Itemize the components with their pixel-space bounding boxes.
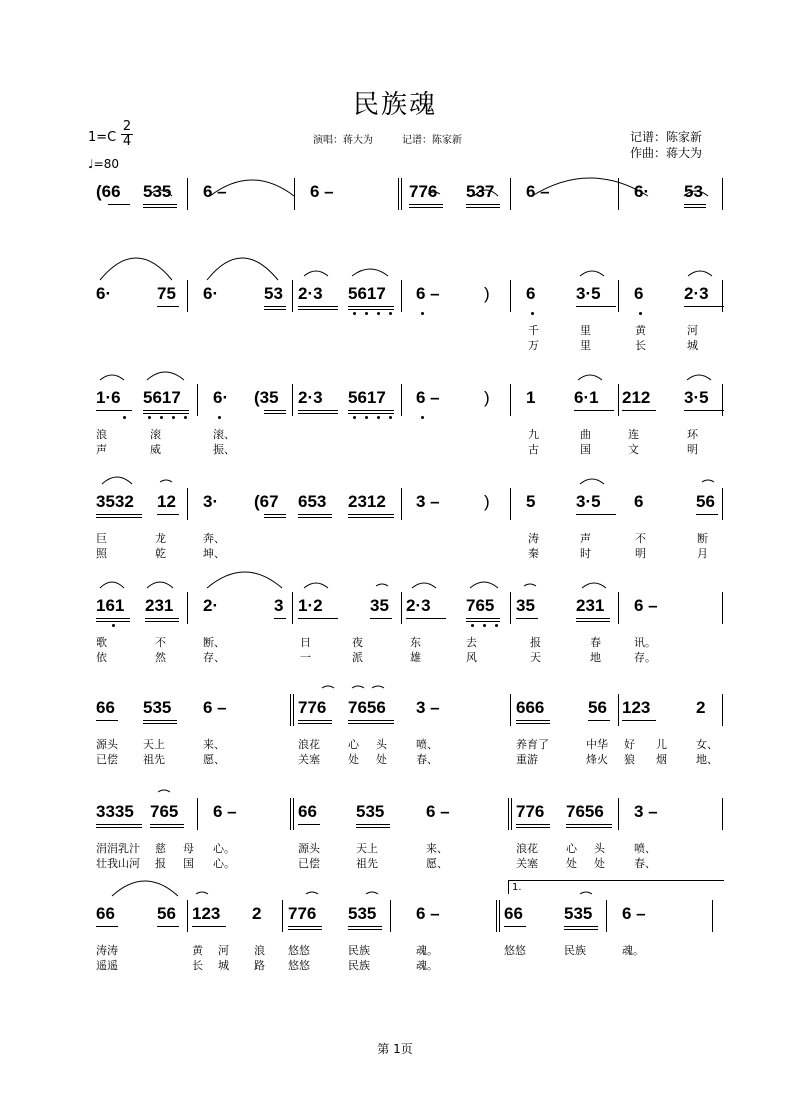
- lyric: 魂。: [416, 959, 438, 972]
- note-group: 212: [622, 388, 651, 407]
- note-group: 776: [298, 698, 327, 717]
- lyric: 时: [580, 547, 591, 560]
- note-group: 1·2: [298, 596, 323, 615]
- note-group: 35: [370, 596, 389, 615]
- lyric: 黄: [635, 324, 646, 337]
- lyric: 断: [697, 532, 708, 545]
- lyric: 环: [687, 428, 698, 441]
- lyric: 女、: [696, 738, 718, 751]
- lyric: 文: [628, 443, 639, 456]
- note-group: 3·5: [576, 492, 601, 511]
- note-group: 2·3: [406, 596, 431, 615]
- lyric: 关塞: [516, 857, 538, 870]
- lyric: 照: [96, 547, 107, 560]
- note-group: 35: [516, 596, 535, 615]
- lyric: 河: [218, 944, 229, 957]
- lyric: 心: [566, 842, 577, 855]
- note-group: 161: [96, 596, 125, 615]
- lyric: 歌: [96, 636, 107, 649]
- note-group: 6·: [96, 284, 112, 303]
- note-group: 2: [696, 698, 706, 717]
- note-group: ): [484, 492, 490, 511]
- lyric: 天: [530, 651, 541, 664]
- lyric: 头: [594, 842, 605, 855]
- lyric: 威: [150, 443, 161, 456]
- note-group: 53: [684, 182, 703, 201]
- lyric: 滚、: [213, 428, 235, 441]
- lyric: 喷、: [634, 842, 656, 855]
- note-group: 535: [564, 904, 593, 923]
- note-group: 537: [466, 182, 495, 201]
- lyric: 涓涓乳汁: [96, 842, 140, 855]
- note-group: 2·3: [684, 284, 709, 303]
- lyric: 秦: [528, 547, 539, 560]
- note-group: 653: [298, 492, 327, 511]
- note-group: 776: [409, 182, 438, 201]
- lyric: 城: [687, 339, 698, 352]
- lyric: 一: [300, 651, 311, 664]
- note-group: 1: [526, 388, 536, 407]
- note-group: 3·5: [684, 388, 709, 407]
- lyric: 乾: [155, 547, 166, 560]
- lyric: 处: [348, 753, 359, 766]
- note-group: 3 –: [634, 802, 658, 821]
- lyric: 悠悠: [288, 944, 310, 957]
- lyric: 千: [528, 324, 539, 337]
- lyric: 祖先: [356, 857, 378, 870]
- note-group: 231: [576, 596, 605, 615]
- lyric: 民族: [564, 944, 586, 957]
- score-line-8: [0, 882, 790, 1030]
- lyric: 讯。: [634, 636, 656, 649]
- note-group: 56: [588, 698, 607, 717]
- note-group: 75: [157, 284, 176, 303]
- lyric: 已偿: [96, 753, 118, 766]
- lyric: 里: [580, 324, 591, 337]
- lyric: 愿、: [203, 753, 225, 766]
- note-group: 6·: [203, 284, 219, 303]
- lyric: 地: [590, 651, 601, 664]
- note-group: 6 –: [203, 182, 227, 201]
- volta-1: 1.: [512, 882, 522, 893]
- note-group: 5617: [348, 284, 386, 303]
- time-bottom: 4: [122, 134, 132, 149]
- note-group: 6 –: [310, 182, 334, 201]
- lyric: 烽火: [586, 753, 608, 766]
- lyric: 夜: [352, 636, 363, 649]
- lyric: 长: [635, 339, 646, 352]
- note-group: 3·5: [576, 284, 601, 303]
- lyric: 长: [192, 959, 203, 972]
- lyric: 源头: [96, 738, 118, 751]
- lyric: 坤、: [203, 547, 225, 560]
- note-group: 2·3: [298, 388, 323, 407]
- lyric: 浪: [96, 428, 107, 441]
- lyric: 派: [352, 651, 363, 664]
- lyric: 龙: [155, 532, 166, 545]
- note-group: 123: [192, 904, 221, 923]
- tempo-mark: ♩=80: [88, 157, 119, 171]
- lyric: 然: [155, 651, 166, 664]
- lyric: 国: [580, 443, 591, 456]
- lyric: 心。: [213, 857, 235, 870]
- note-group: 7656: [348, 698, 386, 717]
- note-group: 56: [696, 492, 715, 511]
- lyric: 报: [530, 636, 541, 649]
- note-group: 6 –: [203, 698, 227, 717]
- lyric: 祖先: [143, 753, 165, 766]
- lyric: 声: [580, 532, 591, 545]
- lyric: 天上: [143, 738, 165, 751]
- lyric: 巨: [96, 532, 107, 545]
- note-group: 765: [466, 596, 495, 615]
- lyric: 依: [96, 651, 107, 664]
- note-group: 6 –: [526, 182, 550, 201]
- note-group: 6 –: [213, 802, 237, 821]
- note-group: 2·: [203, 596, 219, 615]
- lyric: 黄: [192, 944, 203, 957]
- lyric: 不: [635, 532, 646, 545]
- lyric: 雄: [410, 651, 421, 664]
- note-group: 7656: [566, 802, 604, 821]
- lyric: 来、: [426, 842, 448, 855]
- lyric: 风: [466, 651, 477, 664]
- lyric: 遥遥: [96, 959, 118, 972]
- key-signature: 1=C: [88, 130, 117, 145]
- lyric: 春: [590, 636, 601, 649]
- lyric: 魂。: [622, 944, 644, 957]
- lyric: 愿、: [426, 857, 448, 870]
- note-group: 3 –: [416, 492, 440, 511]
- lyric: 好: [624, 738, 635, 751]
- lyric: 曲: [580, 428, 591, 441]
- note-group: 66: [96, 904, 115, 923]
- lyric: 东: [410, 636, 421, 649]
- lyric: 已偿: [298, 857, 320, 870]
- lyric: 日: [300, 636, 311, 649]
- time-signature: [121, 120, 133, 149]
- note-group: 6 –: [416, 388, 440, 407]
- note-group: 6·: [213, 388, 229, 407]
- note-group: 5617: [143, 388, 181, 407]
- note-group: 6: [634, 284, 644, 303]
- time-top: 2: [122, 119, 132, 134]
- recorder-credit: 记谱：陈家新: [630, 130, 703, 144]
- note-group: 6: [634, 492, 644, 511]
- note-group: 6·: [634, 182, 650, 201]
- note-group: 12: [157, 492, 176, 511]
- note-group: 6 –: [416, 284, 440, 303]
- composer-credit: 作曲：蒋大为: [630, 146, 703, 160]
- note-group: 66: [96, 698, 115, 717]
- note-group: 2312: [348, 492, 386, 511]
- note-group: 2: [252, 904, 262, 923]
- lyric: 明: [687, 443, 698, 456]
- note-group: 5617: [348, 388, 386, 407]
- lyric: 悠悠: [504, 944, 526, 957]
- lyric: 处: [594, 857, 605, 870]
- note-group: ): [484, 284, 490, 303]
- lyric: 断、: [203, 636, 225, 649]
- note-group: 3: [274, 596, 284, 615]
- lyric: 万: [528, 339, 539, 352]
- lyric: 中华: [586, 738, 608, 751]
- lyric: 儿: [656, 738, 667, 751]
- lyric: 奔、: [203, 532, 225, 545]
- note-group: 66: [298, 802, 317, 821]
- lyric: 壮我山河: [96, 857, 140, 870]
- note-group: 6 –: [416, 904, 440, 923]
- lyric: 存、: [203, 651, 225, 664]
- lyric: 悠悠: [288, 959, 310, 972]
- lyric: 明: [635, 547, 646, 560]
- lyric: 浪花: [516, 842, 538, 855]
- lyric: 狼: [624, 753, 635, 766]
- note-group: 535: [143, 182, 172, 201]
- lyric: 民族: [348, 959, 370, 972]
- note-group: 765: [150, 802, 179, 821]
- note-group: 776: [288, 904, 317, 923]
- note-group: (66: [96, 182, 121, 201]
- note-group: 6: [526, 284, 536, 303]
- note-group: 231: [145, 596, 174, 615]
- note-group: 2·3: [298, 284, 323, 303]
- lyric: 国: [183, 857, 194, 870]
- lyric: 处: [566, 857, 577, 870]
- lyric: 母: [183, 842, 194, 855]
- page-number: 第 1页: [377, 1042, 413, 1056]
- note-group: 123: [622, 698, 651, 717]
- lyric: 处: [376, 753, 387, 766]
- lyric: 关塞: [298, 753, 320, 766]
- note-group: 535: [143, 698, 172, 717]
- note-group: 3335: [96, 802, 134, 821]
- lyric: 天上: [356, 842, 378, 855]
- lyric: 月: [697, 547, 708, 560]
- lyric: 头: [376, 738, 387, 751]
- note-group: 56: [157, 904, 176, 923]
- note-group: 53: [264, 284, 283, 303]
- lyric: 养育了: [516, 738, 549, 751]
- singer-credit: 演唱：蒋大为: [313, 135, 373, 146]
- note-group: (67: [254, 492, 279, 511]
- note-group: 535: [348, 904, 377, 923]
- lyric: 路: [254, 959, 265, 972]
- lyric: 振、: [213, 443, 235, 456]
- lyric: 声: [96, 443, 107, 456]
- lyric: 来、: [203, 738, 225, 751]
- lyric: 里: [580, 339, 591, 352]
- lyric: 九: [528, 428, 539, 441]
- lyric: 存。: [634, 651, 656, 664]
- lyric: 重游: [516, 753, 538, 766]
- note-group: 3532: [96, 492, 134, 511]
- note-group: 6 –: [622, 904, 646, 923]
- lyric: 河: [687, 324, 698, 337]
- lyric: 古: [528, 443, 539, 456]
- note-group: 5: [526, 492, 536, 511]
- note-group: 6 –: [634, 596, 658, 615]
- lyric: 喷、: [416, 738, 438, 751]
- note-group: 666: [516, 698, 545, 717]
- note-group: ): [484, 388, 490, 407]
- lyric: 涛涛: [96, 944, 118, 957]
- lyric: 涛: [528, 532, 539, 545]
- note-group: 535: [356, 802, 385, 821]
- lyric: 不: [155, 636, 166, 649]
- recorder-credit-small: 记谱：陈家新: [402, 135, 462, 146]
- lyric: 魂。: [416, 944, 438, 957]
- lyric: 去: [466, 636, 477, 649]
- lyric: 地、: [696, 753, 718, 766]
- lyric: 连: [628, 428, 639, 441]
- note-group: 6·1: [574, 388, 599, 407]
- note-group: 776: [516, 802, 545, 821]
- note-group: 3 –: [416, 698, 440, 717]
- lyric: 民族: [348, 944, 370, 957]
- lyric: 滚: [150, 428, 161, 441]
- song-title: 民族魂: [352, 90, 437, 120]
- note-group: 6 –: [426, 802, 450, 821]
- lyric: 心: [348, 738, 359, 751]
- lyric: 源头: [298, 842, 320, 855]
- lyric: 烟: [656, 753, 667, 766]
- lyric: 城: [218, 959, 229, 972]
- lyric: 春、: [634, 857, 656, 870]
- note-group: 3·: [203, 492, 219, 511]
- lyric: 浪: [254, 944, 265, 957]
- note-group: 1·6: [96, 388, 121, 407]
- lyric: 报: [155, 857, 166, 870]
- note-group: (35: [254, 388, 279, 407]
- lyric: 浪花: [298, 738, 320, 751]
- lyric: 心。: [213, 842, 235, 855]
- lyric: 春、: [416, 753, 438, 766]
- lyric: 慈: [155, 842, 166, 855]
- note-group: 66: [504, 904, 523, 923]
